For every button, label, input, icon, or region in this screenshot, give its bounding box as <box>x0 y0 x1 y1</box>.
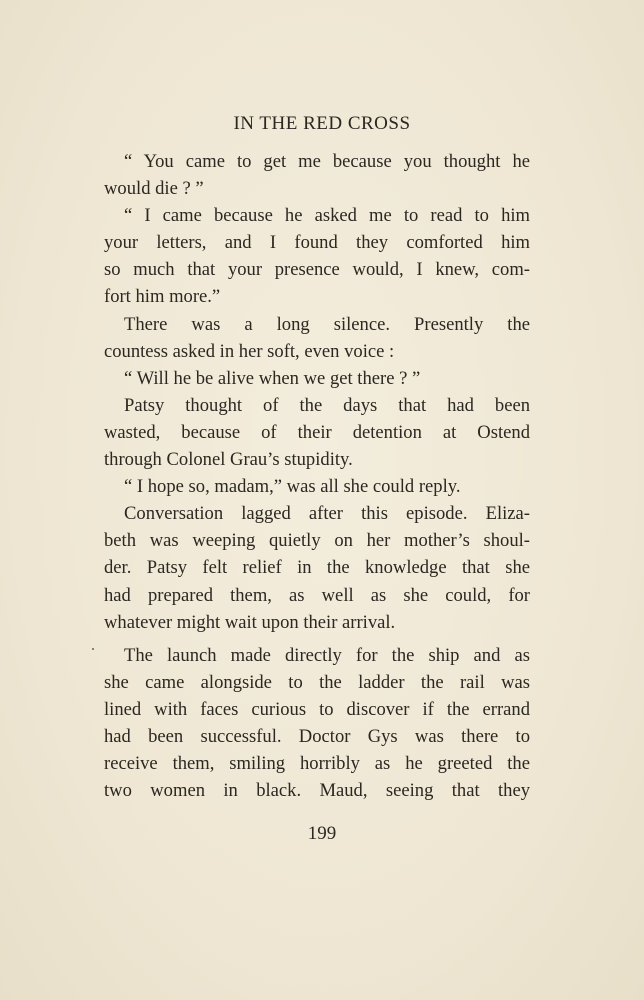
text-line: would die ? ” <box>104 178 204 200</box>
body-text <box>104 148 530 804</box>
text-line: “ I hope so, madam,” was all she could reply. <box>124 476 461 498</box>
text-line: whatever might wait upon their arrival. <box>104 611 396 633</box>
text-line: lined with faces curious to discover if the errand <box>104 698 530 720</box>
text-line: so much that your presence would, I knew, com- <box>104 259 530 281</box>
text-line: Patsy thought of the days that had been <box>124 394 530 416</box>
text-line: There was a long silence. Presently the <box>124 313 530 335</box>
text-line: “ Will he be alive when we get there ? ” <box>124 367 421 389</box>
paper-speck <box>92 648 94 650</box>
text-line: two women in black. Maud, seeing that they <box>104 780 530 802</box>
text-line: wasted, because of their detention at Ostend <box>104 421 530 443</box>
text-line: your letters, and I found they comforted him <box>104 232 530 254</box>
text-line: beth was weeping quietly on her mother’s shoul- <box>104 530 530 552</box>
text-line: receive them, smiling horribly as he greeted the <box>104 753 530 775</box>
text-line: “ You came to get me because you thought he <box>124 151 530 172</box>
page-number: 199 <box>307 823 337 844</box>
text-line: The launch made directly for the ship and as <box>124 644 530 666</box>
text-line: Conversation lagged after this episode. Eliza- <box>124 503 530 525</box>
text-line: “ I came because he asked me to read to him <box>124 205 530 227</box>
text-line: through Colonel Grau’s stupidity. <box>104 449 353 471</box>
text-line: fort him more.” <box>104 286 221 308</box>
text-line: countess asked in her soft, even voice : <box>104 340 395 362</box>
text-line: had prepared them, as well as she could, for <box>104 584 530 606</box>
text-line: had been successful. Doctor Gys was there to <box>104 725 530 747</box>
text-line: she came alongside to the ladder the rail was <box>104 671 530 693</box>
running-head: IN THE RED CROSS <box>233 113 411 134</box>
text-line: der. Patsy felt relief in the knowledge that she <box>104 557 530 579</box>
